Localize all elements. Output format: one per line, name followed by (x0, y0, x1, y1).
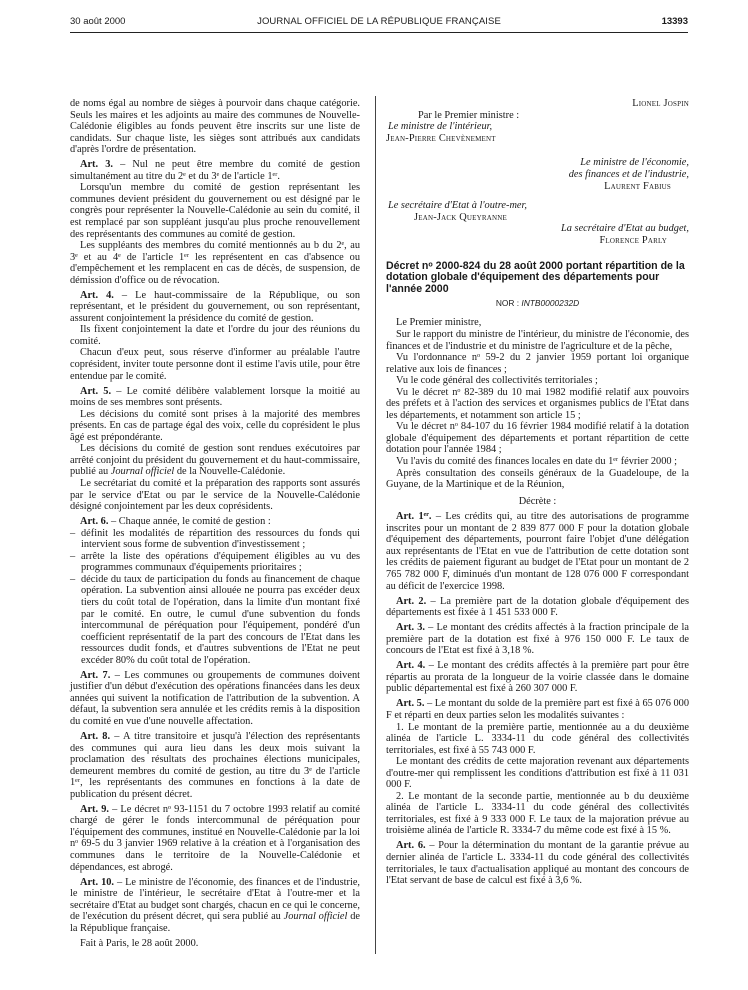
article-text: – Le montant des crédits affectés à la première part pour être répartis au prorata de la longueur de la voirie classée dans le domaine public départemental est fixé à 260 307 000 F. (386, 660, 689, 695)
paragraph: 1. Le montant de la première partie, mentionnée au a du deuxième alinéa de l'article L. 3334-11 du code général des collectivités territoriales, est fixé à 55 743 000 F. (386, 721, 689, 756)
article-text: – Les crédits qui, au titre des autorisations de programme inscrites pour un montant de 2 839 877 000 F pour la dotation globale d'équipement des départements, pourront faire l'objet d'une délégation aux représentants de l'Etat en vue de l'attribution de cette dotation sont les crédits de paiement figurant au budget de l'Etat pour un montant de 2 765 782 000 F, diminués d'un montant de 128 076 000 F correspondant au déficit de l'exercice 1998. (386, 511, 689, 592)
paragraph: Le secrétariat du comité et la préparation des rapports sont assurés par le service d'Etat ou par le service de la Nouvelle-Calédonie désigné conjointement par les deux coprésidents. (70, 478, 360, 513)
header-rule (70, 32, 688, 33)
header-journal-title: JOURNAL OFFICIEL DE LA RÉPUBLIQUE FRANÇAISE (257, 16, 501, 27)
article-8 (70, 731, 360, 800)
article-heading: Art. 6. (80, 516, 109, 528)
paragraph: Le Premier ministre, (396, 317, 482, 329)
text: de la Nouvelle-Calédonie. (174, 466, 286, 478)
column-divider (375, 96, 376, 954)
article-text: – Le montant des crédits affectés à la fraction principale de la première part de la dotation est fixé à 976 150 000 F. Le taux de concours de l'Etat est fixé à 3,18 %. (386, 622, 690, 657)
article-5 (70, 386, 360, 409)
list-item: – arrête la liste des opérations d'équipement éligibles au vu des programmes communaux d'équipements prioritaires ; (70, 551, 360, 574)
paragraph: Lorsqu'un membre du comité de gestion représentant les communes devient président du gouvernement ou est désigné par le congrès pour représenter la Nouvelle-Calédonie au sein du comité, il est remplacé par son suppléant jusqu'au plus proche renouvellement des représentants des communes au comité de gestion. (70, 182, 360, 240)
paragraph (70, 443, 360, 478)
signature-economy-name: Laurent Fabius (604, 180, 671, 192)
article-heading: Art. 2. (396, 595, 427, 607)
page-header (70, 16, 688, 32)
nor-label: NOR : (495, 297, 520, 308)
article-heading: Art. 8. (80, 730, 111, 742)
article-heading: Art. 10. (80, 876, 114, 888)
article-2 (386, 596, 689, 619)
paragraph: Vu le décret nᵒ 82-389 du 10 mai 1982 modifié relatif aux pouvoirs des préfets et à l'action des services et organismes publics de l'Etat dans les départements, et notamment son article 15 ; (386, 386, 689, 421)
paragraph: Vu le code général des collectivités territoriales ; (396, 375, 598, 387)
article-6-right (386, 840, 689, 886)
paragraph: Ils fixent conjointement la date et l'ordre du jour des réunions du comité. (70, 324, 360, 347)
signature-economy-title-2: des finances et de l'industrie, (568, 168, 689, 180)
nor-code: INTB0000232D (521, 297, 580, 308)
article-text: – A titre transitoire et jusqu'à l'élection des représentants des communes qui aura lieu dans les deux mois suivant la proclamation des résultats des prochaines élections municipales, demeurent membres du comité de gestion, au titre du 3ᵉ de l'article 1ᵉʳ, les représentants des communes en fonctions à la date de publication du présent décret. (70, 730, 360, 800)
text: de la République française. (70, 911, 360, 934)
paragraph: Les suppléants des membres du comité mentionnés au b du 2ᵉ, au 3ᵉ et au 4ᵉ de l'article 1ᵉʳ les représentent en cas d'absence ou d'empêchement et les remplacent en cas de décès, de suspension, de démission d'office ou de révocation. (70, 240, 360, 286)
journal-reference: Journal officiel (283, 911, 348, 923)
article-heading: Art. 4. (80, 289, 114, 301)
signature-par-label: Par le Premier ministre : (418, 109, 520, 121)
signature-date: Fait à Paris, le 28 août 2000. (80, 937, 199, 949)
signature-overseas-title: Le secrétaire d'Etat à l'outre-mer, (388, 200, 527, 212)
paragraph: de noms égal au nombre de sièges à pourvoir dans chaque catégorie. Seuls les maires et les adjoints au maire des communes de Nouvelle-Calédonie éligibles au fonds peuvent être inscrits sur une liste de candidats. Sur chaque liste, les sièges sont attribués aux candidats d'après l'ordre de présentation. (70, 98, 360, 156)
right-column (386, 98, 689, 887)
paragraph: 2. Le montant de la seconde partie, mentionnée au b du deuxième alinéa de l'article L. 3334-11 du code général des collectivités territoriales, est fixé à 9 333 000 F. Le taux de la majoration prévue au troisième alinéa de l'article R. 3334-7 du même code est fixé à 15 %. (386, 790, 689, 837)
article-heading: Art. 1ᵉʳ. (396, 511, 432, 523)
article-text: – Le comité délibère valablement lorsque la moitié au moins de ses membres sont présents. (70, 385, 360, 409)
paragraph: Après consultation des conseils généraux de la Guadeloupe, de la Guyane, de la Martinique et de la Réunion, (386, 467, 689, 491)
article-heading: Art. 4. (396, 660, 426, 672)
article-text: – Les communes ou groupements de communes doivent justifier d'un début d'exécution des opérations financées dans les deux années qui suivent la notification de l'attribution de la subvention. A défaut, la subvention sera annulée et les crédits remis à la disposition du comité en vue d'une nouvelle affectation. (70, 669, 360, 727)
article-text: – Le haut-commissaire de la République, ou son représentant, et le président du gouvernement, ou son représentant, assurent conjointement la présidence du comité de gestion. (70, 289, 360, 324)
decrete-heading: Décrète : (518, 495, 557, 507)
article-6 (70, 516, 360, 528)
article-text: – Chaque année, le comité de gestion : (108, 516, 271, 528)
article-5-right (386, 698, 689, 721)
header-date: 30 août 2000 (70, 16, 126, 27)
signature-prime-minister: Lionel Jospin (632, 98, 689, 109)
text: Les décisions du comité de gestion sont rendues exécutoires par arrêté conjoint du président du gouvernement et du haut-commissaire, publié au (70, 443, 360, 478)
article-text: – Le montant du solde de la première part est fixé à 65 076 000 F et réparti en deux parties selon les modalités suivantes : (386, 698, 689, 721)
article-heading: Art. 5. (80, 385, 112, 397)
list-item: – décide du taux de participation du fonds au financement de chaque opération. La subvention ainsi allouée ne pourra pas excéder deux tiers du coût total de l'opération, dans la limite d'un montant fixé par le comité. En outre, le cumul d'une subvention du fonds intercommunal de péréquation pour l'équipement, pondéré d'un coefficient représentatif de la part des concours de l'Etat dans les ressources dudit fonds, et d'autres subventions de l'Etat ne peut excéder 80% du coût total de l'opération. (70, 574, 360, 666)
article-heading: Art. 6. (396, 840, 426, 852)
signatures-block (386, 98, 689, 247)
decree-title: Décret nᵒ 2000-824 du 28 août 2000 portant répartition de la dotation globale d'équipement des départements pour l'année 2000 (386, 259, 685, 296)
paragraph: Vu le décret nᵒ 84-107 du 16 février 1984 modifié relatif à la dotation globale d'équipement des départements et portant répartition de cette dotation pour l'année 1984 ; (386, 421, 689, 456)
article-text: – Pour la détermination du montant de la garantie prévue au dernier alinéa de l'article L. 3334-11 du code général des collectivités territoriales, le taux d'actualisation appliqué au montant des concours de l'Etat servant de base de calcul est fixé à 3,6 %. (386, 840, 689, 887)
left-column (70, 98, 360, 949)
signature-overseas-name: Jean-Jack Queyranne (414, 211, 508, 223)
article-text: – Le ministre de l'économie, des finances et de l'industrie, le ministre de l'intérieur, le secrétaire d'Etat à l'outre-mer et la secrétaire d'Etat au budget sont chargés, chacun en ce qui le concerne, de l'exécution du présent décret, qui sera publié au (70, 876, 360, 923)
article-text: – Nul ne peut être membre du comité de gestion simultanément au titre du 2ᵉ et du 3ᵉ de l'article 1ᵉʳ. (70, 159, 360, 182)
paragraph: Chacun d'eux peut, sous réserve d'informer au préalable l'autre coprésident, inviter toute personne dont il estime l'avis utile, pour être entendue par le comité. (70, 347, 360, 382)
signature-interior-title: Le ministre de l'intérieur, (388, 121, 493, 133)
article-text: – Le décret nᵒ 93-1151 du 7 octobre 1993 relatif au comité chargé de gérer le fonds intercommunal de péréquation pour l'équipement des communes, institué en Nouvelle-Calédonie par la loi nᵒ 69-5 du 3 janvier 1969 relative à la création et à l'organisation des communes dans le territoire de la Nouvelle-Calédonie et dépendances, est abrogé. (70, 803, 360, 873)
list-item: – définit les modalités de répartition des ressources du fonds qui intervient sous forme de subvention d'investissement ; (70, 528, 360, 551)
signature-budget-title: La secrétaire d'Etat au budget, (561, 223, 689, 235)
article-heading: Art. 9. (80, 803, 109, 815)
article-3 (70, 159, 360, 182)
paragraph: Le montant des crédits de cette majoration revenant aux départements d'outre-mer qui remplissent les conditions d'attribution est fixé à 11 031 000 F. (386, 756, 689, 791)
article-heading: Art. 5. (396, 698, 425, 710)
signature-economy-title: Le ministre de l'économie, (580, 157, 689, 169)
paragraph: Vu l'ordonnance nᵒ 59-2 du 2 janvier 1959 portant loi organique relative aux lois de finances ; (386, 352, 689, 375)
nor-reference (386, 298, 689, 310)
article-heading: Art. 3. (396, 622, 426, 634)
paragraph: Vu l'avis du comité des finances locales en date du 1ᵉʳ février 2000 ; (396, 456, 678, 468)
article-text: – La première part de la dotation globale d'équipement des départements est fixée à 1 451 533 000 F. (386, 595, 690, 619)
paragraph: Les décisions du comité sont prises à la majorité des membres présents. En cas de partage égal des voix, celle du coprésident le plus âgé est prépondérante. (70, 408, 360, 443)
article-heading: Art. 7. (80, 669, 111, 681)
header-page-number: 13393 (661, 16, 688, 27)
article-4-right (386, 660, 689, 695)
article-9 (70, 804, 360, 873)
article-1 (386, 511, 689, 592)
signature-interior-name: Jean-Pierre Chevènement (386, 132, 496, 144)
dash-list (70, 528, 360, 667)
article-heading: Art. 3. (80, 159, 113, 171)
signature-budget-name: Florence Parly (599, 234, 667, 246)
journal-reference: Journal officiel (110, 466, 175, 478)
paragraph: Sur le rapport du ministre de l'intérieur, du ministre de l'économie, des finances et de l'industrie et du ministre de l'agriculture et de la pêche, (386, 329, 689, 352)
article-7 (70, 670, 360, 728)
article-4 (70, 290, 360, 325)
article-3-right (386, 622, 689, 657)
article-10 (70, 877, 360, 935)
